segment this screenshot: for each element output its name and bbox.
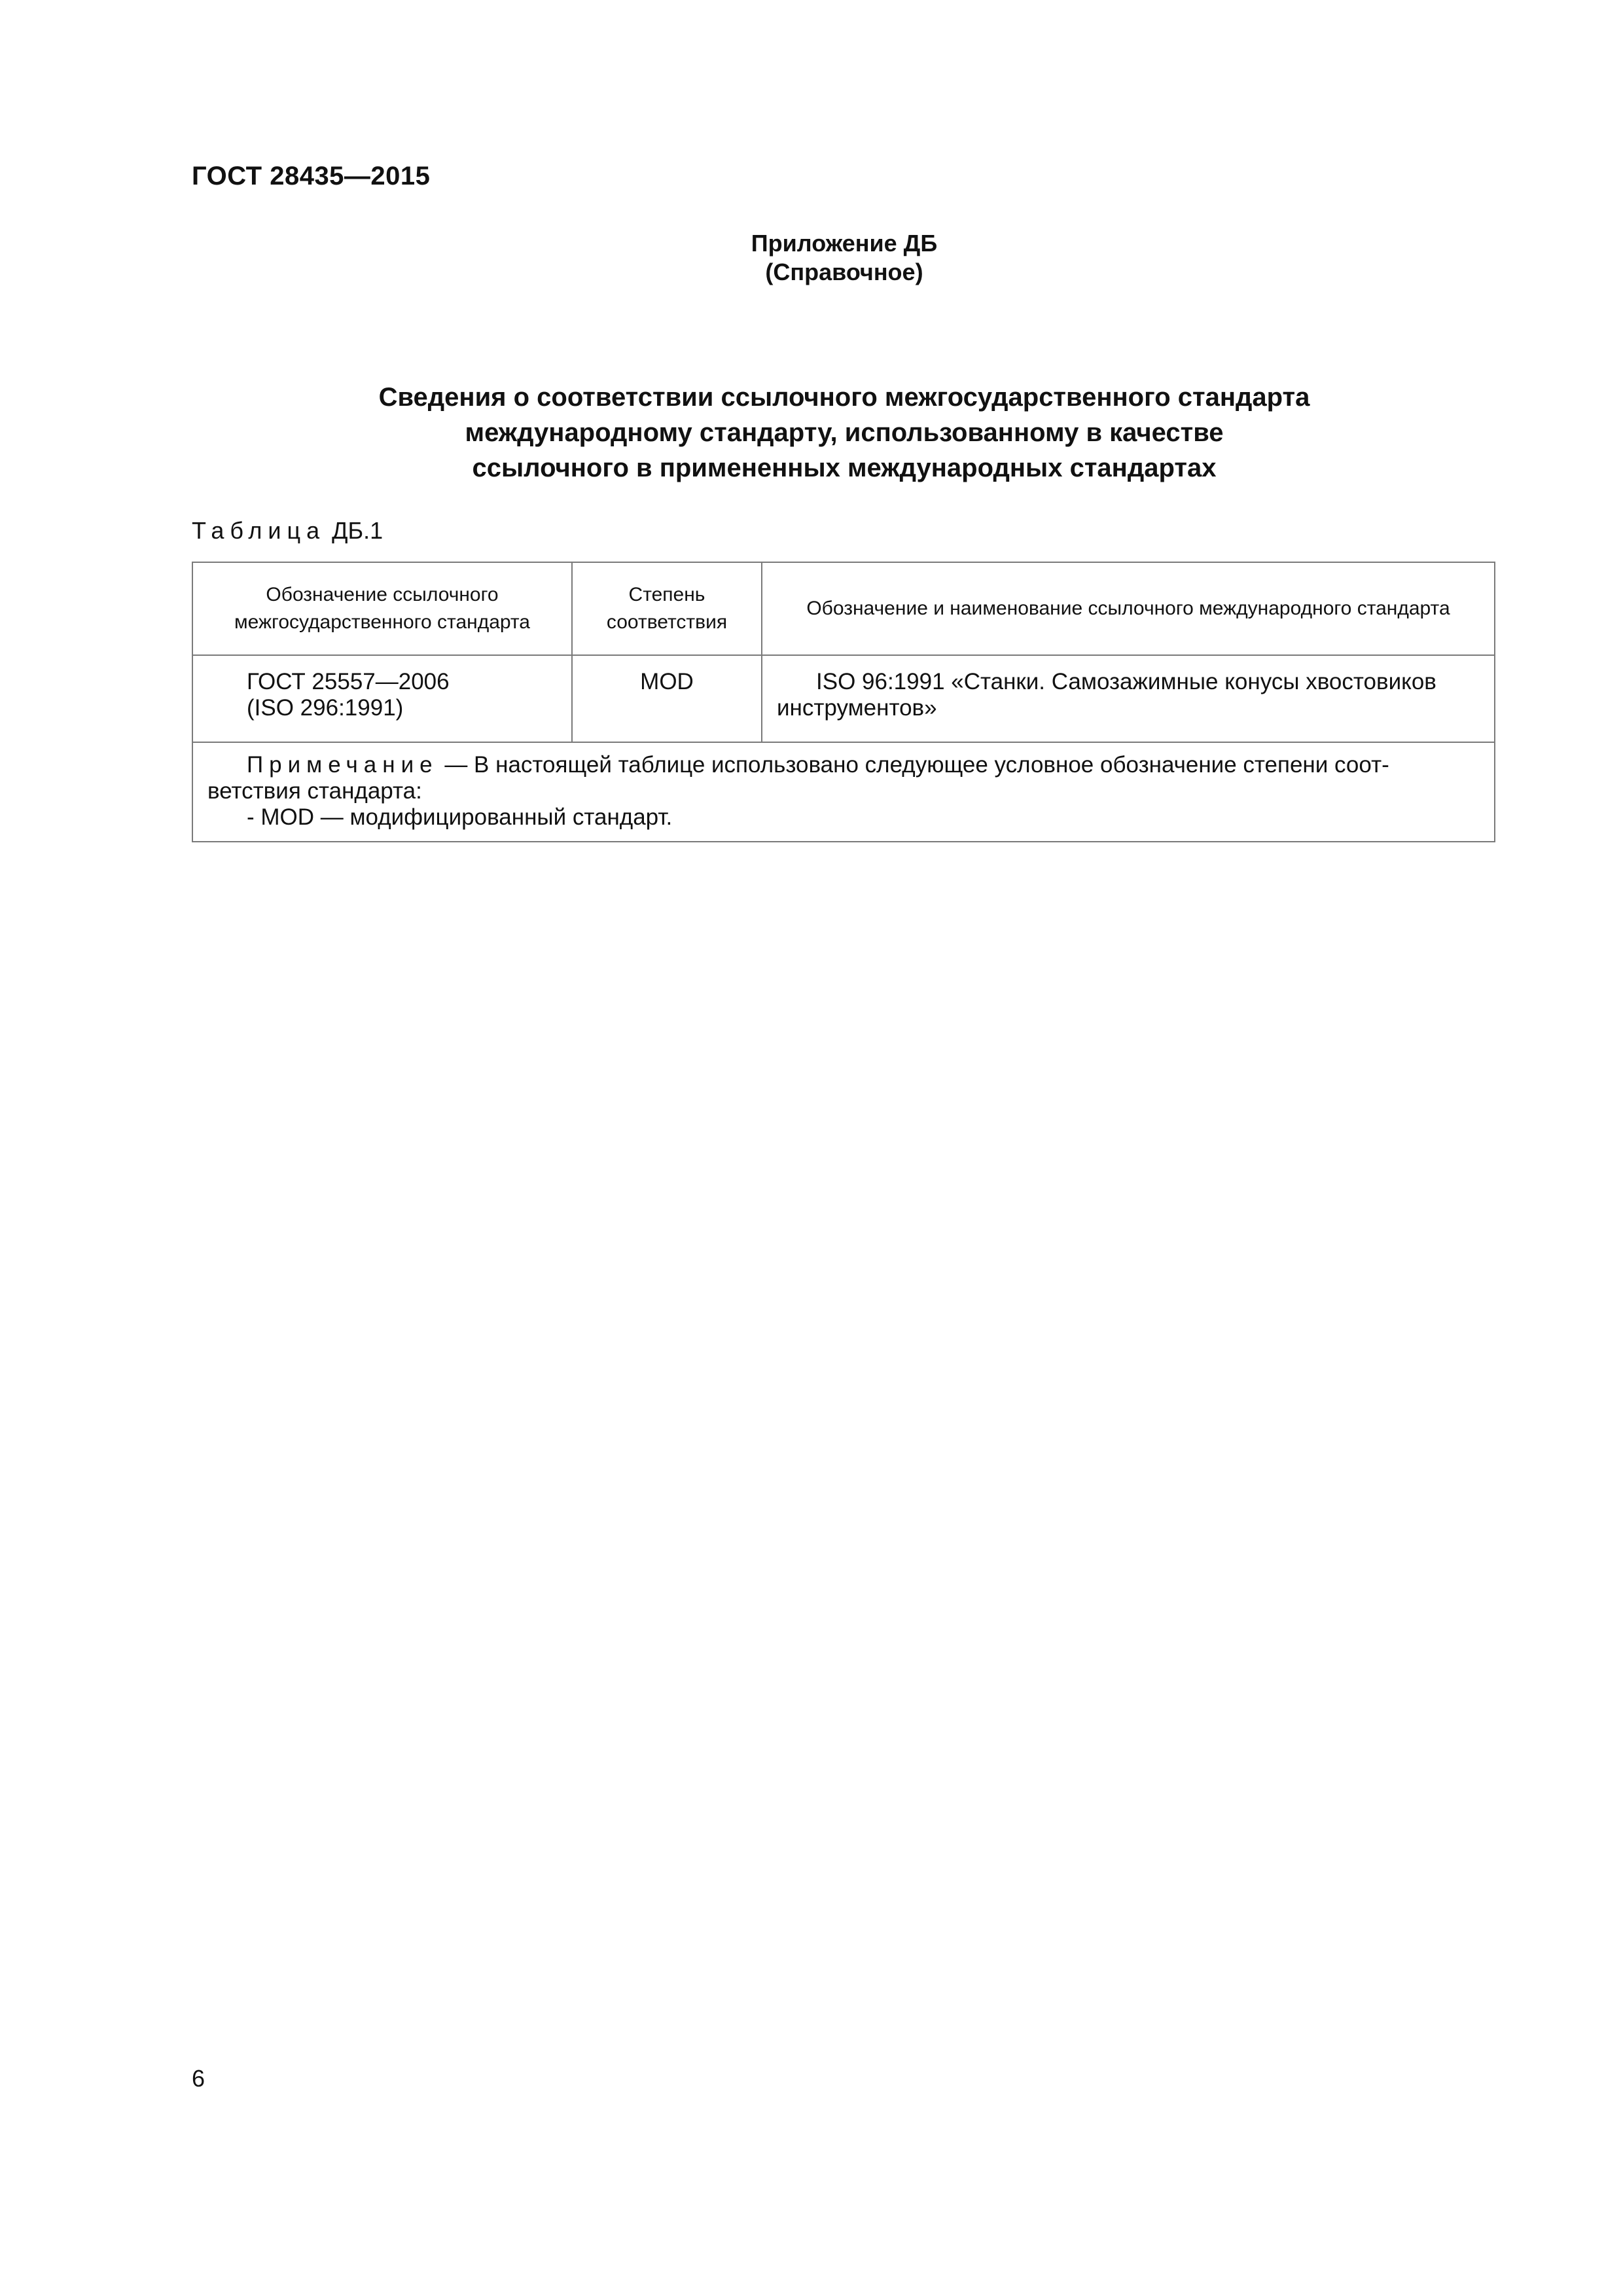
- cell-interstate-code: [192, 655, 572, 742]
- note-line-1: [207, 752, 1482, 778]
- appendix-kind: (Справочное): [765, 259, 923, 285]
- note-list-item: - MOD — модифицированный стандарт.: [247, 804, 673, 830]
- header-col1-line1: Обозначение ссылочного: [266, 584, 499, 605]
- table-row: [192, 655, 1495, 742]
- table-header-row: [192, 562, 1495, 655]
- header-col2-line1: Степень: [628, 584, 705, 605]
- table-note-row: [192, 742, 1495, 842]
- appendix-heading: [740, 229, 949, 287]
- table-caption-number: ДБ.1: [332, 517, 383, 544]
- title-line-1: Сведения о соответствии ссылочного межгосударственного стандарта: [378, 383, 1310, 412]
- header-col3: Обозначение и наименование ссылочного международного стандарта: [806, 598, 1450, 619]
- header-col1-line2: межгосударственного стандарта: [234, 611, 530, 633]
- document-code: ГОСТ 28435—2015: [192, 162, 431, 190]
- header-international-standard: [762, 562, 1495, 655]
- title-line-2: международному стандарту, использованному в качестве: [465, 418, 1224, 447]
- table-note: [192, 742, 1495, 842]
- reference-table: [192, 562, 1495, 842]
- note-label: Примечание: [247, 752, 438, 778]
- header-interstate-standard: [192, 562, 572, 655]
- appendix-label: Приложение ДБ: [751, 230, 938, 257]
- title-line-3: ссылочного в примененных международных стандартах: [472, 454, 1217, 482]
- cell-international-standard: [762, 655, 1495, 742]
- table-caption-word: Таблица: [192, 517, 326, 544]
- header-degree: [572, 562, 762, 655]
- page-number: 6: [192, 2065, 205, 2092]
- degree-value: MOD: [640, 669, 694, 694]
- note-text: — В настоящей таблице использовано следующее условное обозначение степени соот-: [444, 752, 1389, 778]
- header-col2-line2: соответствия: [606, 611, 728, 633]
- section-title: [281, 380, 1407, 486]
- intl-line-2: инструментов»: [777, 695, 937, 721]
- cell-degree: [572, 655, 762, 742]
- table-caption: [192, 517, 383, 545]
- intl-line-1: ISO 96:1991 «Станки. Самозажимные конусы хвостовиков: [816, 669, 1436, 694]
- note-line-2: ветствия стандарта:: [207, 778, 422, 804]
- code-line-1: ГОСТ 25557—2006: [247, 669, 450, 694]
- code-line-2: (ISO 296:1991): [247, 695, 404, 721]
